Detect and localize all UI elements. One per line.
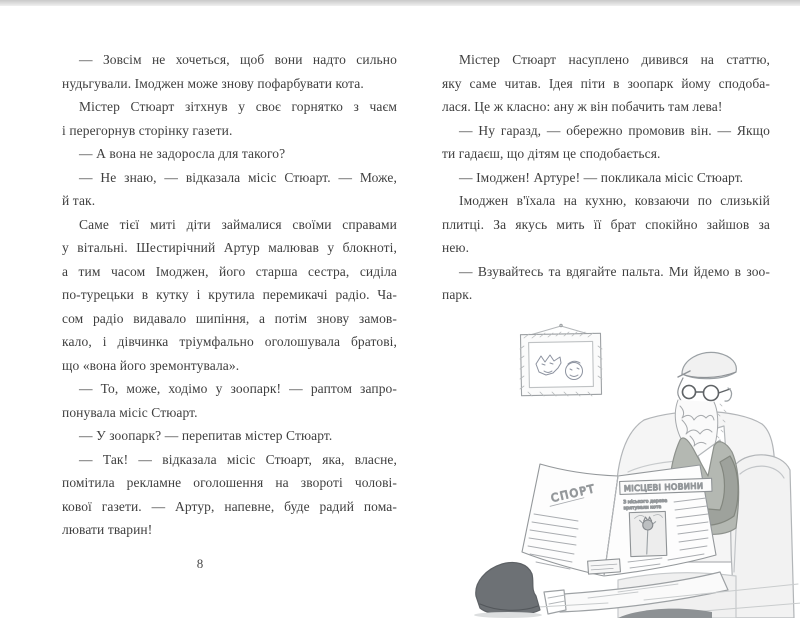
text-line: й так. [62, 193, 96, 208]
text-line: сом радіо видавало шипіння, а потім знову замов- [62, 310, 397, 326]
text-line: помітила рекламне оголошення на звороті чолові- [62, 475, 397, 490]
text-line: Містер Стюарт зітхнув у своє горнятко з чаєм [79, 99, 397, 114]
text-line: лювати тварин! [62, 522, 153, 537]
illustration-mr-stewart-reading-newspaper [468, 322, 800, 618]
text-line: нудьгували. Імоджен може знову пофарбувати кота. [62, 75, 364, 91]
text-line: — Зовсім не хочеться, щоб вони надто сильно [79, 52, 397, 67]
text-line: у вітальні. Шестирічний Артур малював у блокноті, [62, 240, 397, 255]
text-line: — Імоджен! Артуре! — покликала місіс Стюарт. [459, 169, 744, 185]
newspaper-subhead-2: врятували кота [623, 505, 662, 512]
text-line: кової газети. — Артур, напевне, буде радий пома- [62, 498, 397, 514]
page-number: 8 [196, 556, 204, 571]
sock [544, 590, 566, 614]
text-line: — Взувайтесь та вдягайте пальта. Ми йдемо в зоо- [459, 263, 770, 279]
text-line: понувала місіс Стюарт. [62, 404, 198, 420]
text-line: яку саме читав. Ідея піти в зоопарк йому сподоба- [442, 75, 770, 91]
newspaper-sport-headline: СПОРТ [549, 482, 597, 505]
newspaper-news-headline: МІСЦЕВІ НОВИНИ [623, 480, 704, 494]
text-line: і перегорнув сторінку газети. [62, 122, 233, 138]
text-line: парк. [442, 287, 473, 302]
text-line: — Ну гаразд, — обережно промовив він. — Якщо [459, 122, 770, 138]
text-line: Імоджен в'їхала на кухню, ковзаючи по слизькій [459, 193, 770, 208]
text-line: нею. [442, 240, 470, 255]
text-line: по-турецьки в кутку і крутила перемикачі радіо. Ча- [62, 287, 397, 302]
newspaper-subhead-1: З міського дерева [623, 498, 668, 506]
glasses [683, 386, 731, 401]
left-page-text [62, 48, 397, 542]
text-line: — Не знаю, — відказала місіс Стюарт. — Може, [79, 169, 397, 185]
newspaper [522, 464, 716, 576]
text-line: — То, може, ходімо у зоопарк! — раптом запро- [79, 381, 397, 396]
book-top-edge [0, 0, 800, 6]
armrest [731, 455, 794, 618]
text-line: лася. Це ж класно: ану ж він побачить там лева! [442, 99, 723, 114]
text-line: плитці. За якусь мить її брат спокійно зайшов за [442, 216, 770, 232]
shoe [476, 562, 540, 615]
text-line: Містер Стюарт насуплено дивився на статтю, [459, 52, 770, 67]
newspaper-ad-box [588, 559, 621, 574]
newspaper-photo-cat-in-tree [629, 511, 667, 556]
right-page-text [442, 48, 770, 307]
text-line: — А вона не задоросла для такого? [79, 146, 286, 161]
text-line: ти гадаєш, що дітям це сподобається. [442, 146, 661, 161]
text-line: Саме тієї миті діти займалися своїми справами [79, 216, 397, 232]
framed-picture [520, 324, 602, 396]
text-line: а тим часом Імоджен, його старша сестра, сиділа [62, 263, 397, 279]
text-line: — У зоопарк? — перепитав містер Стюарт. [79, 428, 333, 443]
text-line: — Так! — відказала місіс Стюарт, яка, власне, [79, 451, 397, 467]
text-line: що «вона його зремонтувала». [62, 357, 240, 373]
text-line: кало, і дівчинка тріумфально оголошувала братові, [62, 334, 397, 349]
